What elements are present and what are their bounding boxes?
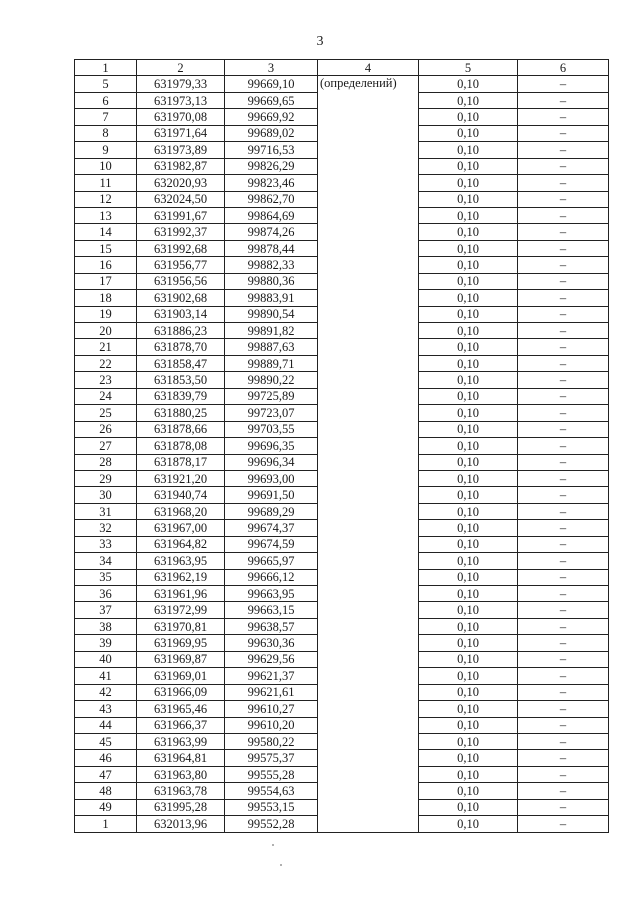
point-number-cell: 42: [75, 684, 137, 700]
accuracy-cell: 0,10: [419, 520, 518, 536]
accuracy-cell: 0,10: [419, 766, 518, 782]
method-cell: (определений): [318, 76, 419, 832]
x-coordinate-cell: 631963,99: [137, 733, 225, 749]
y-coordinate-cell: 99862,70: [225, 191, 318, 207]
y-coordinate-cell: 99669,92: [225, 109, 318, 125]
point-number-cell: 1: [75, 816, 137, 832]
dash-cell: –: [518, 536, 609, 552]
dash-cell: –: [518, 355, 609, 371]
x-coordinate-cell: 631961,96: [137, 586, 225, 602]
dash-cell: –: [518, 257, 609, 273]
y-coordinate-cell: 99883,91: [225, 290, 318, 306]
accuracy-cell: 0,10: [419, 355, 518, 371]
dash-cell: –: [518, 405, 609, 421]
accuracy-cell: 0,10: [419, 503, 518, 519]
x-coordinate-cell: 631973,13: [137, 92, 225, 108]
dash-cell: –: [518, 553, 609, 569]
accuracy-cell: 0,10: [419, 92, 518, 108]
table-header: [75, 60, 609, 76]
point-number-cell: 13: [75, 207, 137, 223]
x-coordinate-cell: 631965,46: [137, 701, 225, 717]
point-number-cell: 37: [75, 602, 137, 618]
y-coordinate-cell: 99555,28: [225, 766, 318, 782]
dash-cell: –: [518, 799, 609, 815]
accuracy-cell: 0,10: [419, 257, 518, 273]
point-number-cell: 16: [75, 257, 137, 273]
x-coordinate-cell: 631839,79: [137, 388, 225, 404]
x-coordinate-cell: 631971,64: [137, 125, 225, 141]
point-number-cell: 8: [75, 125, 137, 141]
dash-cell: –: [518, 618, 609, 634]
y-coordinate-cell: 99864,69: [225, 207, 318, 223]
dash-cell: –: [518, 339, 609, 355]
accuracy-cell: 0,10: [419, 454, 518, 470]
dash-cell: –: [518, 109, 609, 125]
accuracy-cell: 0,10: [419, 290, 518, 306]
accuracy-cell: 0,10: [419, 799, 518, 815]
dash-cell: –: [518, 503, 609, 519]
accuracy-cell: 0,10: [419, 388, 518, 404]
y-coordinate-cell: 99882,33: [225, 257, 318, 273]
dash-cell: –: [518, 388, 609, 404]
point-number-cell: 35: [75, 569, 137, 585]
y-coordinate-cell: 99575,37: [225, 750, 318, 766]
y-coordinate-cell: 99696,34: [225, 454, 318, 470]
point-number-cell: 21: [75, 339, 137, 355]
dash-cell: –: [518, 454, 609, 470]
dash-cell: –: [518, 586, 609, 602]
point-number-cell: 32: [75, 520, 137, 536]
dash-cell: –: [518, 668, 609, 684]
table-body: [75, 76, 609, 832]
accuracy-cell: 0,10: [419, 470, 518, 486]
point-number-cell: 36: [75, 586, 137, 602]
point-number-cell: 7: [75, 109, 137, 125]
dash-cell: –: [518, 733, 609, 749]
dash-cell: –: [518, 224, 609, 240]
y-coordinate-cell: 99580,22: [225, 733, 318, 749]
point-number-cell: 19: [75, 306, 137, 322]
point-number-cell: 47: [75, 766, 137, 782]
x-coordinate-cell: 631853,50: [137, 372, 225, 388]
point-number-cell: 38: [75, 618, 137, 634]
header-col-4: 4: [318, 60, 419, 76]
point-number-cell: 43: [75, 701, 137, 717]
scan-dot: [272, 844, 274, 846]
y-coordinate-cell: 99554,63: [225, 783, 318, 799]
y-coordinate-cell: 99638,57: [225, 618, 318, 634]
dash-cell: –: [518, 92, 609, 108]
scan-dot: [280, 864, 282, 866]
dash-cell: –: [518, 76, 609, 92]
x-coordinate-cell: 631964,81: [137, 750, 225, 766]
point-number-cell: 22: [75, 355, 137, 371]
coordinates-table: [74, 59, 609, 833]
x-coordinate-cell: 631982,87: [137, 158, 225, 174]
y-coordinate-cell: 99880,36: [225, 273, 318, 289]
table-row: [75, 76, 609, 92]
dash-cell: –: [518, 372, 609, 388]
accuracy-cell: 0,10: [419, 635, 518, 651]
x-coordinate-cell: 631903,14: [137, 306, 225, 322]
x-coordinate-cell: 631967,00: [137, 520, 225, 536]
x-coordinate-cell: 631966,37: [137, 717, 225, 733]
point-number-cell: 39: [75, 635, 137, 651]
accuracy-cell: 0,10: [419, 536, 518, 552]
x-coordinate-cell: 631956,77: [137, 257, 225, 273]
x-coordinate-cell: 631878,70: [137, 339, 225, 355]
x-coordinate-cell: 631963,78: [137, 783, 225, 799]
point-number-cell: 27: [75, 438, 137, 454]
point-number-cell: 28: [75, 454, 137, 470]
y-coordinate-cell: 99665,97: [225, 553, 318, 569]
x-coordinate-cell: 631966,09: [137, 684, 225, 700]
point-number-cell: 41: [75, 668, 137, 684]
x-coordinate-cell: 631969,01: [137, 668, 225, 684]
y-coordinate-cell: 99629,56: [225, 651, 318, 667]
point-number-cell: 5: [75, 76, 137, 92]
y-coordinate-cell: 99553,15: [225, 799, 318, 815]
dash-cell: –: [518, 306, 609, 322]
accuracy-cell: 0,10: [419, 125, 518, 141]
point-number-cell: 20: [75, 323, 137, 339]
header-row: [75, 60, 609, 76]
y-coordinate-cell: 99703,55: [225, 421, 318, 437]
x-coordinate-cell: 631940,74: [137, 487, 225, 503]
accuracy-cell: 0,10: [419, 240, 518, 256]
accuracy-cell: 0,10: [419, 405, 518, 421]
accuracy-cell: 0,10: [419, 224, 518, 240]
x-coordinate-cell: 631992,37: [137, 224, 225, 240]
x-coordinate-cell: 631972,99: [137, 602, 225, 618]
point-number-cell: 46: [75, 750, 137, 766]
point-number-cell: 24: [75, 388, 137, 404]
x-coordinate-cell: 631970,08: [137, 109, 225, 125]
dash-cell: –: [518, 651, 609, 667]
header-col-6: 6: [518, 60, 609, 76]
dash-cell: –: [518, 816, 609, 832]
accuracy-cell: 0,10: [419, 553, 518, 569]
y-coordinate-cell: 99874,26: [225, 224, 318, 240]
accuracy-cell: 0,10: [419, 273, 518, 289]
accuracy-cell: 0,10: [419, 586, 518, 602]
accuracy-cell: 0,10: [419, 733, 518, 749]
x-coordinate-cell: 631991,67: [137, 207, 225, 223]
accuracy-cell: 0,10: [419, 323, 518, 339]
point-number-cell: 33: [75, 536, 137, 552]
y-coordinate-cell: 99691,50: [225, 487, 318, 503]
y-coordinate-cell: 99689,02: [225, 125, 318, 141]
accuracy-cell: 0,10: [419, 438, 518, 454]
point-number-cell: 34: [75, 553, 137, 569]
accuracy-cell: 0,10: [419, 175, 518, 191]
accuracy-cell: 0,10: [419, 750, 518, 766]
accuracy-cell: 0,10: [419, 109, 518, 125]
point-number-cell: 40: [75, 651, 137, 667]
dash-cell: –: [518, 323, 609, 339]
dash-cell: –: [518, 717, 609, 733]
dash-cell: –: [518, 684, 609, 700]
x-coordinate-cell: 631963,95: [137, 553, 225, 569]
y-coordinate-cell: 99889,71: [225, 355, 318, 371]
y-coordinate-cell: 99826,29: [225, 158, 318, 174]
point-number-cell: 44: [75, 717, 137, 733]
dash-cell: –: [518, 191, 609, 207]
x-coordinate-cell: 631886,23: [137, 323, 225, 339]
y-coordinate-cell: 99716,53: [225, 142, 318, 158]
dash-cell: –: [518, 602, 609, 618]
point-number-cell: 26: [75, 421, 137, 437]
accuracy-cell: 0,10: [419, 651, 518, 667]
header-col-2: 2: [137, 60, 225, 76]
x-coordinate-cell: 631970,81: [137, 618, 225, 634]
y-coordinate-cell: 99666,12: [225, 569, 318, 585]
dash-cell: –: [518, 766, 609, 782]
accuracy-cell: 0,10: [419, 717, 518, 733]
accuracy-cell: 0,10: [419, 618, 518, 634]
accuracy-cell: 0,10: [419, 487, 518, 503]
y-coordinate-cell: 99890,22: [225, 372, 318, 388]
header-col-3: 3: [225, 60, 318, 76]
x-coordinate-cell: 631995,28: [137, 799, 225, 815]
x-coordinate-cell: 631878,08: [137, 438, 225, 454]
y-coordinate-cell: 99610,20: [225, 717, 318, 733]
accuracy-cell: 0,10: [419, 306, 518, 322]
y-coordinate-cell: 99621,61: [225, 684, 318, 700]
x-coordinate-cell: 631969,87: [137, 651, 225, 667]
accuracy-cell: 0,10: [419, 783, 518, 799]
dash-cell: –: [518, 273, 609, 289]
x-coordinate-cell: 631858,47: [137, 355, 225, 371]
point-number-cell: 9: [75, 142, 137, 158]
y-coordinate-cell: 99663,95: [225, 586, 318, 602]
dash-cell: –: [518, 175, 609, 191]
point-number-cell: 6: [75, 92, 137, 108]
x-coordinate-cell: 631902,68: [137, 290, 225, 306]
point-number-cell: 10: [75, 158, 137, 174]
y-coordinate-cell: 99696,35: [225, 438, 318, 454]
y-coordinate-cell: 99725,89: [225, 388, 318, 404]
point-number-cell: 49: [75, 799, 137, 815]
dash-cell: –: [518, 750, 609, 766]
point-number-cell: 14: [75, 224, 137, 240]
y-coordinate-cell: 99552,28: [225, 816, 318, 832]
x-coordinate-cell: 631962,19: [137, 569, 225, 585]
x-coordinate-cell: 631880,25: [137, 405, 225, 421]
point-number-cell: 48: [75, 783, 137, 799]
x-coordinate-cell: 631968,20: [137, 503, 225, 519]
accuracy-cell: 0,10: [419, 142, 518, 158]
x-coordinate-cell: 631963,80: [137, 766, 225, 782]
y-coordinate-cell: 99674,59: [225, 536, 318, 552]
dash-cell: –: [518, 635, 609, 651]
y-coordinate-cell: 99689,29: [225, 503, 318, 519]
dash-cell: –: [518, 487, 609, 503]
accuracy-cell: 0,10: [419, 207, 518, 223]
y-coordinate-cell: 99823,46: [225, 175, 318, 191]
x-coordinate-cell: 631992,68: [137, 240, 225, 256]
x-coordinate-cell: 631956,56: [137, 273, 225, 289]
x-coordinate-cell: 631969,95: [137, 635, 225, 651]
dash-cell: –: [518, 438, 609, 454]
dash-cell: –: [518, 142, 609, 158]
y-coordinate-cell: 99663,15: [225, 602, 318, 618]
y-coordinate-cell: 99891,82: [225, 323, 318, 339]
point-number-cell: 17: [75, 273, 137, 289]
point-number-cell: 18: [75, 290, 137, 306]
dash-cell: –: [518, 125, 609, 141]
accuracy-cell: 0,10: [419, 816, 518, 832]
x-coordinate-cell: 631878,17: [137, 454, 225, 470]
dash-cell: –: [518, 701, 609, 717]
dash-cell: –: [518, 569, 609, 585]
dash-cell: –: [518, 470, 609, 486]
x-coordinate-cell: 631921,20: [137, 470, 225, 486]
point-number-cell: 30: [75, 487, 137, 503]
accuracy-cell: 0,10: [419, 339, 518, 355]
x-coordinate-cell: 632013,96: [137, 816, 225, 832]
header-col-1: 1: [75, 60, 137, 76]
point-number-cell: 15: [75, 240, 137, 256]
y-coordinate-cell: 99693,00: [225, 470, 318, 486]
point-number-cell: 45: [75, 733, 137, 749]
point-number-cell: 25: [75, 405, 137, 421]
y-coordinate-cell: 99890,54: [225, 306, 318, 322]
y-coordinate-cell: 99669,10: [225, 76, 318, 92]
accuracy-cell: 0,10: [419, 372, 518, 388]
y-coordinate-cell: 99674,37: [225, 520, 318, 536]
page-number: 3: [316, 34, 324, 49]
dash-cell: –: [518, 207, 609, 223]
dash-cell: –: [518, 520, 609, 536]
y-coordinate-cell: 99878,44: [225, 240, 318, 256]
y-coordinate-cell: 99630,36: [225, 635, 318, 651]
point-number-cell: 11: [75, 175, 137, 191]
accuracy-cell: 0,10: [419, 569, 518, 585]
accuracy-cell: 0,10: [419, 668, 518, 684]
dash-cell: –: [518, 240, 609, 256]
x-coordinate-cell: 631973,89: [137, 142, 225, 158]
y-coordinate-cell: 99621,37: [225, 668, 318, 684]
accuracy-cell: 0,10: [419, 701, 518, 717]
point-number-cell: 31: [75, 503, 137, 519]
x-coordinate-cell: 631878,66: [137, 421, 225, 437]
y-coordinate-cell: 99723,07: [225, 405, 318, 421]
accuracy-cell: 0,10: [419, 191, 518, 207]
x-coordinate-cell: 632020,93: [137, 175, 225, 191]
point-number-cell: 23: [75, 372, 137, 388]
accuracy-cell: 0,10: [419, 421, 518, 437]
accuracy-cell: 0,10: [419, 602, 518, 618]
dash-cell: –: [518, 783, 609, 799]
point-number-cell: 29: [75, 470, 137, 486]
header-col-5: 5: [419, 60, 518, 76]
dash-cell: –: [518, 290, 609, 306]
y-coordinate-cell: 99887,63: [225, 339, 318, 355]
x-coordinate-cell: 632024,50: [137, 191, 225, 207]
dash-cell: –: [518, 421, 609, 437]
accuracy-cell: 0,10: [419, 76, 518, 92]
x-coordinate-cell: 631979,33: [137, 76, 225, 92]
point-number-cell: 12: [75, 191, 137, 207]
y-coordinate-cell: 99610,27: [225, 701, 318, 717]
accuracy-cell: 0,10: [419, 684, 518, 700]
accuracy-cell: 0,10: [419, 158, 518, 174]
x-coordinate-cell: 631964,82: [137, 536, 225, 552]
dash-cell: –: [518, 158, 609, 174]
y-coordinate-cell: 99669,65: [225, 92, 318, 108]
